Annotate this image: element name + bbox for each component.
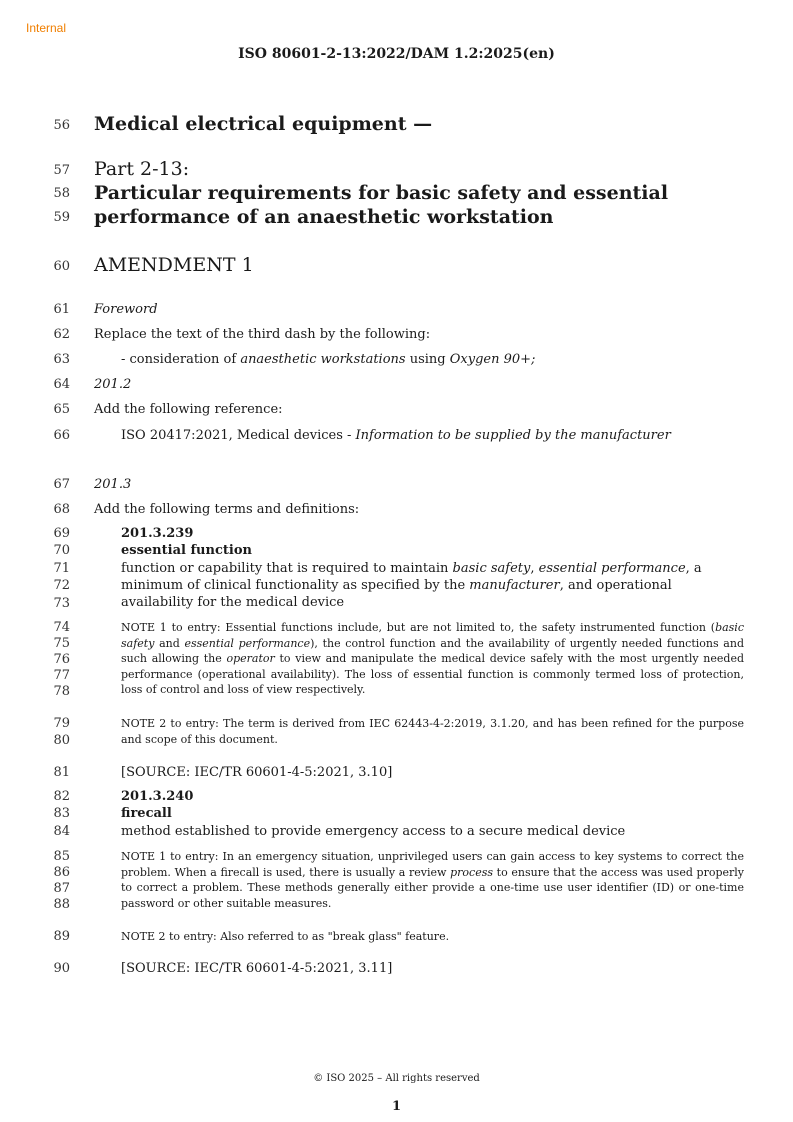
line-number: 66 — [53, 428, 70, 443]
line-number: 61 — [53, 302, 70, 317]
note-to-entry: NOTE 2 to entry: The term is derived from IEC 62443-4-2:2019, 3.1.20, and has been refined for the purpose and scope of this document. — [121, 717, 744, 746]
line-number: 83 — [53, 806, 70, 821]
line-number: 81 — [53, 765, 70, 780]
line-number: 80 — [53, 733, 70, 748]
line-number: 78 — [53, 684, 70, 699]
text-run: , a minimum of clinical functionality as specified by the — [121, 561, 702, 593]
line-number: 60 — [53, 259, 70, 274]
text-run: , and operational availability for the medical device — [121, 577, 672, 610]
clause-201-3-instruction: Add the following terms and definitions: — [94, 502, 360, 517]
defined-term: process — [450, 865, 494, 879]
subtitle-line-1: Particular requirements for basic safety and essential — [94, 182, 669, 204]
line-number: 69 — [53, 526, 70, 541]
classification-label: Internal — [26, 21, 67, 35]
subtitle-line-2: performance of an anaesthetic workstation — [94, 206, 554, 228]
foreword-instruction: Replace the text of the third dash by the following: — [94, 327, 431, 342]
text-run: and — [154, 636, 185, 650]
line-number: 64 — [53, 377, 70, 392]
copyright-footer: © ISO 2025 – All rights reserved — [313, 1073, 480, 1084]
line-number: 67 — [53, 477, 70, 492]
foreword-heading: Foreword — [94, 302, 158, 317]
text-run: ISO 20417:2021, Medical devices - — [121, 428, 356, 443]
line-number: 74 — [53, 620, 70, 635]
term-name: essential function — [121, 543, 252, 558]
line-number: 84 — [53, 824, 70, 839]
text-run: NOTE 1 to entry: Essential functions include, but are not limited to, the safety instrumented function ( — [121, 621, 716, 634]
term-number: 201.3.240 — [121, 789, 194, 804]
amendment-label: AMENDMENT 1 — [94, 254, 254, 276]
line-number: 85 — [53, 849, 70, 864]
line-number: 72 — [53, 578, 70, 593]
term-definition — [121, 561, 746, 611]
line-number: 82 — [53, 789, 70, 804]
text-run: , — [530, 561, 539, 576]
line-number: 65 — [53, 402, 70, 417]
text-run: - consideration of — [121, 352, 241, 367]
text-run: function or capability that is required to maintain — [121, 561, 453, 576]
text-run: using — [405, 352, 450, 367]
line-number: 68 — [53, 502, 70, 517]
line-number: 75 — [53, 636, 70, 651]
defined-term: essential performance — [538, 561, 686, 576]
line-number: 87 — [53, 881, 70, 896]
foreword-dash-item — [121, 352, 535, 367]
line-number: 63 — [53, 352, 70, 367]
line-number: 71 — [53, 561, 70, 576]
line-number: 59 — [53, 210, 70, 225]
note-to-entry: NOTE 2 to entry: Also referred to as "break glass" feature. — [121, 930, 450, 943]
line-number: 77 — [53, 668, 70, 683]
normative-reference — [121, 428, 671, 443]
page-number: 1 — [391, 1099, 402, 1114]
line-number: 58 — [53, 186, 70, 201]
line-number: 89 — [53, 929, 70, 944]
note-to-entry — [121, 849, 744, 911]
term-number: 201.3.239 — [121, 526, 194, 541]
defined-term: anaesthetic workstations — [240, 352, 406, 367]
reference-title: Information to be supplied by the manufacturer — [355, 428, 671, 443]
clause-201-2-instruction: Add the following reference: — [94, 402, 283, 417]
line-number: 86 — [53, 865, 70, 880]
line-number: 88 — [53, 897, 70, 912]
defined-term: basic safety — [452, 561, 531, 576]
defined-term: operator — [226, 652, 275, 665]
gas-name: Oxygen 90+; — [449, 352, 536, 367]
line-number: 76 — [53, 652, 70, 667]
defined-term: essential performance — [184, 636, 311, 650]
text-run: to ensure that the access was used properly to correct a problem. These methods generally either provide a one-time use user identifier (ID) or one-time password or other suitable measures. — [121, 865, 744, 910]
document-header: ISO 80601-2-13:2022/DAM 1.2:2025(en) — [238, 46, 555, 62]
line-number: 62 — [53, 327, 70, 342]
note-to-entry — [121, 620, 744, 698]
part-label: Part 2-13: — [94, 158, 190, 180]
line-number: 79 — [53, 716, 70, 731]
clause-201-3-heading: 201.3 — [94, 477, 132, 492]
source-citation: [SOURCE: IEC/TR 60601-4-5:2021, 3.10] — [121, 765, 393, 780]
text-run: NOTE 1 to entry: In an emergency situation, unprivileged users can gain access to key systems to correct the problem. When a firecall is used, there is usually a review — [121, 850, 744, 879]
term-name: firecall — [121, 806, 172, 821]
text-run: to view and manipulate the medical device safely with the most urgently needed performance (operational availability). The loss of essential function is commonly termed loss of protection, loss of control and loss of view respectively. — [121, 652, 744, 696]
line-number: 57 — [53, 163, 70, 178]
term-definition: method established to provide emergency access to a secure medical device — [121, 824, 626, 839]
line-number: 90 — [53, 961, 70, 976]
document-title: Medical electrical equipment — — [94, 113, 433, 135]
line-number: 70 — [53, 543, 70, 558]
clause-201-2-heading: 201.2 — [94, 377, 132, 392]
defined-term: basic safety — [121, 621, 744, 650]
source-citation: [SOURCE: IEC/TR 60601-4-5:2021, 3.11] — [121, 961, 393, 976]
line-number: 73 — [53, 596, 70, 611]
defined-term: manufacturer — [469, 577, 560, 593]
line-number: 56 — [53, 118, 70, 133]
text-run: ), the control function and the availability of urgently needed functions and such allowing the — [121, 636, 744, 665]
